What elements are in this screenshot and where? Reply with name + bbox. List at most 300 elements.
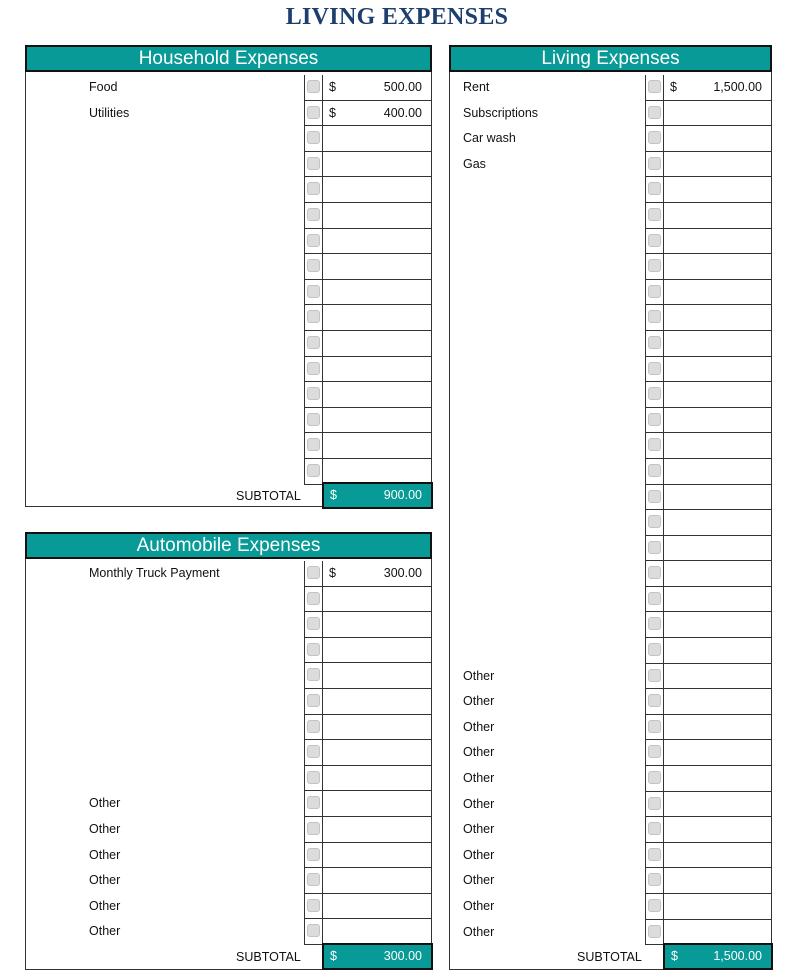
paid-checkbox[interactable] [307, 413, 320, 426]
expense-row [450, 561, 771, 587]
paid-checkbox[interactable] [307, 310, 320, 323]
amount-field[interactable] [663, 766, 771, 792]
paid-checkbox[interactable] [648, 490, 661, 503]
checkbox-cell [645, 126, 663, 152]
amount-field[interactable] [663, 408, 771, 434]
amount-field[interactable] [663, 894, 771, 920]
expense-row [450, 254, 771, 280]
expense-row [450, 152, 771, 178]
checkbox-cell [304, 663, 322, 689]
checkbox-cell [304, 919, 322, 945]
currency-symbol: $ [670, 80, 677, 94]
expense-row [450, 75, 771, 101]
paid-checkbox[interactable] [307, 234, 320, 247]
expense-row [26, 919, 431, 945]
checkbox-cell [645, 664, 663, 690]
amount-field[interactable] [322, 612, 431, 638]
expense-row [450, 101, 771, 127]
amount-field[interactable] [322, 791, 431, 817]
expense-row [26, 791, 431, 817]
checkbox-cell [304, 715, 322, 741]
checkbox-cell [645, 715, 663, 741]
household-rows [26, 75, 431, 485]
expense-row [450, 920, 771, 946]
amount-field[interactable] [663, 715, 771, 741]
expense-row [450, 331, 771, 357]
expense-row [450, 229, 771, 255]
expense-row [450, 766, 771, 792]
household-subtotal-label: SUBTOTAL [236, 489, 301, 503]
expense-row [26, 766, 431, 792]
amount-field[interactable] [322, 75, 431, 101]
amount-field[interactable] [663, 561, 771, 587]
expense-label: Other [463, 924, 495, 939]
expense-label: Car wash [463, 131, 516, 146]
amount-field[interactable] [663, 229, 771, 255]
checkbox-cell [645, 152, 663, 178]
expense-row [450, 689, 771, 715]
paid-checkbox[interactable] [307, 873, 320, 886]
expense-row [450, 126, 771, 152]
expense-row [26, 203, 431, 229]
amount-field[interactable] [322, 254, 431, 280]
checkbox-cell [304, 177, 322, 203]
paid-checkbox[interactable] [307, 617, 320, 630]
living-subtotal-box [663, 943, 773, 970]
paid-checkbox[interactable] [307, 592, 320, 605]
paid-checkbox[interactable] [648, 336, 661, 349]
paid-checkbox[interactable] [307, 387, 320, 400]
amount-field[interactable] [663, 664, 771, 690]
amount-field[interactable] [322, 894, 431, 920]
paid-checkbox[interactable] [307, 182, 320, 195]
paid-checkbox[interactable] [648, 771, 661, 784]
amount-field[interactable] [663, 740, 771, 766]
checkbox-cell [304, 689, 322, 715]
expense-label: Subscriptions [463, 105, 539, 120]
checkbox-cell [304, 894, 322, 920]
checkbox-cell [645, 203, 663, 229]
expense-label: Other [463, 847, 495, 862]
paid-checkbox[interactable] [307, 438, 320, 451]
expense-row [26, 101, 431, 127]
checkbox-cell [645, 561, 663, 587]
expense-row [26, 305, 431, 331]
expense-row [26, 152, 431, 178]
checkbox-cell [645, 408, 663, 434]
expense-row [26, 254, 431, 280]
amount-field[interactable] [663, 331, 771, 357]
expense-row [26, 459, 431, 485]
paid-checkbox[interactable] [307, 745, 320, 758]
amount-field[interactable] [322, 305, 431, 331]
amount-field[interactable] [663, 254, 771, 280]
checkbox-cell [645, 459, 663, 485]
amount-field[interactable] [663, 612, 771, 638]
amount-field[interactable] [322, 126, 431, 152]
paid-checkbox[interactable] [307, 694, 320, 707]
paid-checkbox[interactable] [648, 899, 661, 912]
automobile-expenses-panel [25, 532, 432, 970]
paid-checkbox[interactable] [648, 182, 661, 195]
amount-field[interactable] [322, 382, 431, 408]
checkbox-cell [304, 126, 322, 152]
checkbox-cell [645, 920, 663, 946]
expense-row [26, 382, 431, 408]
paid-checkbox[interactable] [307, 720, 320, 733]
expense-row [26, 868, 431, 894]
paid-checkbox[interactable] [648, 387, 661, 400]
expense-label: Other [463, 694, 495, 709]
checkbox-cell [645, 229, 663, 255]
paid-checkbox[interactable] [307, 157, 320, 170]
paid-checkbox[interactable] [648, 694, 661, 707]
expense-row [450, 664, 771, 690]
expense-row [26, 817, 431, 843]
amount-value: 300.00 [383, 566, 422, 580]
checkbox-cell [304, 152, 322, 178]
checkbox-cell [304, 433, 322, 459]
checkbox-cell [304, 357, 322, 383]
amount-field[interactable] [663, 587, 771, 613]
checkbox-cell [304, 101, 322, 127]
expense-row [450, 305, 771, 331]
expense-row [450, 817, 771, 843]
amount-field[interactable] [663, 817, 771, 843]
checkbox-cell [304, 843, 322, 869]
expense-row [26, 229, 431, 255]
automobile-subtotal-box [322, 943, 433, 970]
checkbox-cell [645, 305, 663, 331]
checkbox-cell [304, 817, 322, 843]
amount-field[interactable] [322, 152, 431, 178]
expense-row [450, 510, 771, 536]
amount-field[interactable] [322, 663, 431, 689]
expense-row [26, 75, 431, 101]
checkbox-cell [304, 331, 322, 357]
checkbox-cell [645, 536, 663, 562]
expense-row [450, 536, 771, 562]
paid-checkbox[interactable] [648, 873, 661, 886]
checkbox-cell [645, 587, 663, 613]
amount-field[interactable] [663, 536, 771, 562]
paid-checkbox[interactable] [648, 131, 661, 144]
paid-checkbox[interactable] [307, 796, 320, 809]
paid-checkbox[interactable] [307, 668, 320, 681]
amount-field[interactable] [663, 843, 771, 869]
living-expenses-panel [449, 45, 772, 970]
amount-field[interactable] [322, 868, 431, 894]
checkbox-cell [304, 791, 322, 817]
household-subtotal-box [322, 482, 433, 509]
expense-row [26, 357, 431, 383]
expense-row [450, 612, 771, 638]
checkbox-cell [645, 612, 663, 638]
expense-row [26, 331, 431, 357]
checkbox-cell [645, 75, 663, 101]
paid-checkbox[interactable] [307, 464, 320, 477]
checkbox-cell [304, 766, 322, 792]
amount-field[interactable] [322, 459, 431, 485]
expense-row [450, 843, 771, 869]
amount-field[interactable] [663, 75, 771, 101]
checkbox-cell [304, 459, 322, 485]
household-subtotal-value: 900.00 [383, 488, 422, 502]
paid-checkbox[interactable] [648, 822, 661, 835]
checkbox-cell [304, 75, 322, 101]
expense-row [26, 177, 431, 203]
expense-row [450, 459, 771, 485]
amount-field[interactable] [663, 126, 771, 152]
expense-row [26, 638, 431, 664]
amount-field[interactable] [322, 177, 431, 203]
expense-row [450, 792, 771, 818]
paid-checkbox[interactable] [648, 566, 661, 579]
paid-checkbox[interactable] [648, 745, 661, 758]
amount-field[interactable] [663, 792, 771, 818]
currency-symbol: $ [329, 80, 336, 94]
paid-checkbox[interactable] [307, 643, 320, 656]
paid-checkbox[interactable] [307, 208, 320, 221]
paid-checkbox[interactable] [648, 362, 661, 375]
amount-field[interactable] [663, 510, 771, 536]
checkbox-cell [304, 612, 322, 638]
expense-row [450, 715, 771, 741]
amount-field[interactable] [322, 561, 431, 587]
expense-row [26, 715, 431, 741]
checkbox-cell [645, 177, 663, 203]
checkbox-cell [304, 408, 322, 434]
checkbox-cell [304, 280, 322, 306]
paid-checkbox[interactable] [307, 566, 320, 579]
paid-checkbox[interactable] [307, 362, 320, 375]
expense-label: Other [463, 873, 495, 888]
checkbox-cell [645, 382, 663, 408]
checkbox-cell [645, 689, 663, 715]
amount-field[interactable] [663, 152, 771, 178]
checkbox-cell [645, 766, 663, 792]
amount-field[interactable] [663, 203, 771, 229]
checkbox-cell [645, 485, 663, 511]
paid-checkbox[interactable] [648, 797, 661, 810]
checkbox-cell [304, 382, 322, 408]
expense-row [26, 280, 431, 306]
amount-field[interactable] [322, 919, 431, 945]
expense-label: Other [89, 924, 121, 939]
paid-checkbox[interactable] [307, 822, 320, 835]
amount-field[interactable] [322, 817, 431, 843]
expense-label: Other [463, 899, 495, 913]
expense-label: Other [463, 745, 495, 760]
expense-label: Other [463, 668, 495, 683]
amount-field[interactable] [322, 843, 431, 869]
paid-checkbox[interactable] [648, 669, 661, 682]
expense-label: Other [89, 873, 121, 888]
automobile-subtotal-value: 300.00 [383, 949, 422, 963]
paid-checkbox[interactable] [307, 336, 320, 349]
automobile-subtotal-label: SUBTOTAL [236, 950, 301, 964]
page-title: LIVING EXPENSES [285, 4, 509, 30]
automobile-expenses-header: Automobile Expenses [25, 532, 432, 559]
expense-row [450, 433, 771, 459]
paid-checkbox[interactable] [648, 643, 661, 656]
amount-field[interactable] [663, 382, 771, 408]
automobile-rows [26, 561, 431, 945]
expense-row [26, 587, 431, 613]
currency-symbol: $ [329, 566, 336, 580]
paid-checkbox[interactable] [648, 720, 661, 733]
amount-field[interactable] [663, 177, 771, 203]
checkbox-cell [645, 510, 663, 536]
amount-field[interactable] [322, 689, 431, 715]
expense-row [26, 894, 431, 920]
paid-checkbox[interactable] [307, 285, 320, 298]
checkbox-cell [645, 254, 663, 280]
expense-row [450, 280, 771, 306]
paid-checkbox[interactable] [648, 592, 661, 605]
expense-label: Monthly Truck Payment [89, 566, 220, 580]
paid-checkbox[interactable] [648, 310, 661, 323]
expense-label: Other [89, 847, 121, 862]
paid-checkbox[interactable] [307, 131, 320, 144]
paid-checkbox[interactable] [307, 106, 320, 119]
amount-field[interactable] [663, 638, 771, 664]
paid-checkbox[interactable] [648, 106, 661, 119]
paid-checkbox[interactable] [307, 80, 320, 93]
paid-checkbox[interactable] [648, 413, 661, 426]
paid-checkbox[interactable] [307, 924, 320, 937]
paid-checkbox[interactable] [648, 157, 661, 170]
expense-label: Other [463, 822, 495, 837]
living-rows [450, 75, 771, 945]
checkbox-cell [645, 792, 663, 818]
expense-row [26, 689, 431, 715]
amount-field[interactable] [663, 101, 771, 127]
paid-checkbox[interactable] [307, 259, 320, 272]
checkbox-cell [304, 587, 322, 613]
expense-label: Utilities [89, 105, 130, 120]
household-subtotal-currency: $ [330, 488, 337, 502]
expense-row [450, 177, 771, 203]
living-subtotal-label: SUBTOTAL [577, 950, 642, 964]
expense-row [450, 868, 771, 894]
paid-checkbox[interactable] [648, 438, 661, 451]
amount-field[interactable] [663, 280, 771, 306]
amount-value: 400.00 [383, 105, 422, 120]
expense-row [450, 638, 771, 664]
automobile-subtotal-currency: $ [330, 949, 337, 963]
expense-row [450, 382, 771, 408]
checkbox-cell [645, 101, 663, 127]
checkbox-cell [645, 280, 663, 306]
amount-field[interactable] [663, 689, 771, 715]
checkbox-cell [645, 357, 663, 383]
household-expenses-panel [25, 45, 432, 507]
expense-row [26, 408, 431, 434]
paid-checkbox[interactable] [648, 925, 661, 938]
expense-label: Other [463, 796, 495, 811]
paid-checkbox[interactable] [648, 464, 661, 477]
checkbox-cell [304, 868, 322, 894]
amount-field[interactable] [663, 485, 771, 511]
checkbox-cell [645, 843, 663, 869]
paid-checkbox[interactable] [307, 899, 320, 912]
amount-field[interactable] [322, 280, 431, 306]
expense-row [450, 485, 771, 511]
expense-label: Other [463, 719, 495, 734]
expense-row [450, 587, 771, 613]
checkbox-cell [645, 894, 663, 920]
expense-row [26, 433, 431, 459]
checkbox-cell [645, 433, 663, 459]
amount-field[interactable] [322, 408, 431, 434]
living-subtotal-currency: $ [671, 949, 678, 963]
checkbox-cell [645, 868, 663, 894]
amount-field[interactable] [663, 920, 771, 946]
amount-field[interactable] [663, 357, 771, 383]
amount-field[interactable] [663, 433, 771, 459]
expense-row [26, 843, 431, 869]
amount-field[interactable] [322, 203, 431, 229]
checkbox-cell [645, 331, 663, 357]
amount-field[interactable] [322, 715, 431, 741]
amount-field[interactable] [322, 433, 431, 459]
amount-field[interactable] [322, 101, 431, 127]
amount-field[interactable] [322, 229, 431, 255]
expense-row [26, 612, 431, 638]
amount-value: 500.00 [383, 80, 422, 94]
checkbox-cell [304, 740, 322, 766]
checkbox-cell [304, 229, 322, 255]
checkbox-cell [304, 561, 322, 587]
living-subtotal-value: 1,500.00 [713, 949, 762, 963]
expense-row [450, 203, 771, 229]
household-expenses-header: Household Expenses [25, 45, 432, 72]
paid-checkbox[interactable] [648, 617, 661, 630]
expense-label: Other [89, 898, 121, 913]
paid-checkbox[interactable] [307, 771, 320, 784]
expense-label: Other [89, 796, 121, 811]
amount-field[interactable] [663, 868, 771, 894]
paid-checkbox[interactable] [648, 285, 661, 298]
paid-checkbox[interactable] [648, 541, 661, 554]
expense-label: Other [463, 771, 495, 786]
paid-checkbox[interactable] [648, 259, 661, 272]
amount-field[interactable] [663, 459, 771, 485]
currency-symbol: $ [329, 105, 336, 120]
amount-field[interactable] [322, 587, 431, 613]
amount-value: 1,500.00 [713, 80, 762, 94]
checkbox-cell [304, 254, 322, 280]
paid-checkbox[interactable] [648, 80, 661, 93]
amount-field[interactable] [322, 766, 431, 792]
amount-field[interactable] [322, 638, 431, 664]
living-expenses-header: Living Expenses [449, 45, 772, 72]
amount-field[interactable] [322, 357, 431, 383]
expense-row [450, 894, 771, 920]
expense-row [26, 740, 431, 766]
amount-field[interactable] [322, 331, 431, 357]
paid-checkbox[interactable] [648, 848, 661, 861]
amount-field[interactable] [322, 740, 431, 766]
paid-checkbox[interactable] [648, 208, 661, 221]
paid-checkbox[interactable] [307, 848, 320, 861]
paid-checkbox[interactable] [648, 234, 661, 247]
expense-row [26, 663, 431, 689]
amount-field[interactable] [663, 305, 771, 331]
expense-row [450, 740, 771, 766]
paid-checkbox[interactable] [648, 515, 661, 528]
